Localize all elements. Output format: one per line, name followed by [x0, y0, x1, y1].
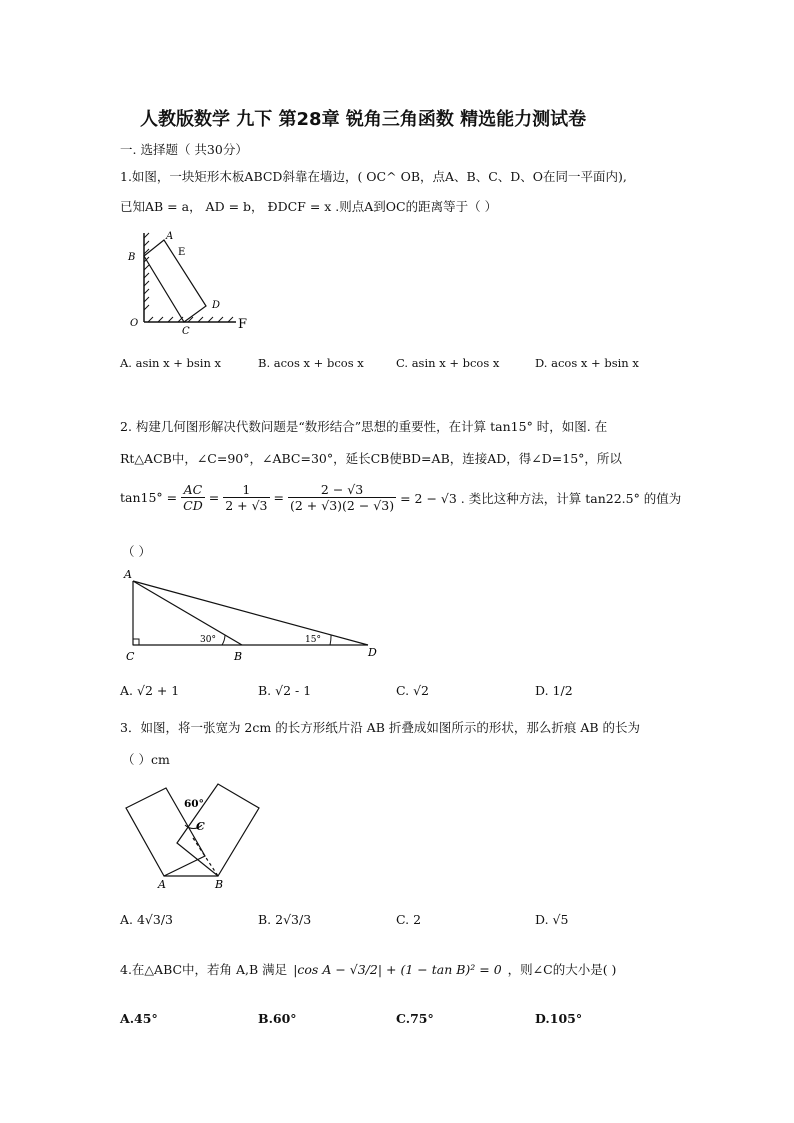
q2-line2: Rt△ACB中，∠C=90°，∠ABC=30°，延长CB使BD=AB，连接AD，得∠D=15°，所以: [120, 451, 622, 466]
q3-label-A: A: [158, 878, 166, 891]
q1-label-C: C: [182, 326, 190, 337]
q1-option-a: A. asin x + bsin x: [120, 356, 222, 370]
q4-suffix: ，则∠C的大小是( ): [507, 962, 617, 977]
q4-prefix: 4.在△ABC中，若角 A,B 满足: [120, 962, 288, 977]
q1-line1: 1.如图，一块矩形木板ABCD斜靠在墙边，( OC^ OB，点A、B、C、D、O在同一平面内),: [120, 169, 627, 184]
q2-f1-den: CD: [183, 498, 203, 513]
q2-angle-30: 30°: [200, 635, 216, 645]
q1-label-F: F: [238, 317, 248, 332]
q2-f2-num: 1: [223, 482, 269, 498]
q1-figure: [118, 228, 258, 338]
q1-label-D: D: [212, 300, 221, 311]
q2-formula: tan15° = $\frac{AC}{CD}$ = $\frac{1}{2 + √3}$ = $\frac{2 - √3}{(2 + √3)(2 - √3)}$ = 2 − √3 . 类比这种方法，计算 tan22.5° 的值为: [120, 482, 682, 513]
q2-f1-num: AC: [181, 482, 205, 498]
section-heading: 一. 选择题（ 共30分）: [120, 142, 248, 157]
q1-label-E: E: [178, 247, 186, 258]
q4-option-c: C.75°: [396, 1011, 434, 1026]
q4-line: [120, 960, 616, 978]
q1-line2: 已知AB = a， AD = b， ÐDCF = x .则点A到OC的距离等于（ ）: [120, 199, 498, 214]
q3-option-c: C. 2: [396, 912, 422, 927]
q3-option-a: A. 4√3/3: [120, 912, 174, 927]
q3-figure: [118, 780, 268, 892]
q4-option-a: A.45°: [120, 1011, 158, 1026]
q3-angle-60: 60°: [184, 798, 204, 810]
q2-angle-15: 15°: [305, 635, 321, 645]
page-title: 人教版数学 九下 第28章 锐角三角函数 精选能力测试卷: [140, 109, 587, 130]
q3-option-b: B. 2√3/3: [258, 912, 312, 927]
q2-option-b: B. √2 - 1: [258, 683, 312, 698]
q2-label-B: B: [234, 650, 243, 663]
q4-expression: |cos A − √3/2| + (1 − tan B)² = 0: [293, 961, 502, 977]
q2-paren: （ ）: [122, 544, 151, 559]
q2-tan-prefix: tan15° =: [120, 490, 178, 505]
q2-label-A: A: [124, 568, 132, 581]
q2-label-D: D: [368, 646, 377, 659]
q3-option-d: D. √5: [535, 912, 569, 927]
q2-f3-num: 2 − √3: [288, 482, 396, 498]
q3-line1: 3．如图，将一张宽为 2cm 的长方形纸片沿 AB 折叠成如图所示的形状，那么折痕 AB 的长为: [120, 720, 641, 735]
q2-figure: [118, 565, 388, 665]
q2-line1: 2. 构建几何图形解决代数问题是“数形结合”思想的重要性，在计算 tan15° 时，如图. 在: [120, 419, 608, 434]
q2-tail: = 2 − √3 . 类比这种方法，计算 tan22.5° 的值为: [400, 490, 682, 506]
q4-option-d: D.105°: [535, 1011, 583, 1026]
q1-option-c: C. asin x + bcos x: [396, 356, 500, 370]
q2-option-a: A. √2 + 1: [120, 683, 180, 698]
q3-label-C: C: [196, 820, 205, 833]
q1-label-A: A: [166, 231, 174, 242]
q3-line2: （ ）cm: [122, 752, 170, 767]
q1-option-b: B. acos x + bcos x: [258, 356, 364, 370]
q1-option-d: D. acos x + bsin x: [535, 356, 639, 370]
q2-label-C: C: [126, 650, 135, 663]
q4-option-b: B.60°: [258, 1011, 297, 1026]
q2-f3-den: (2 + √3)(2 − √3): [290, 498, 395, 513]
q1-label-O: O: [130, 318, 139, 329]
q2-option-d: D. 1/2: [535, 683, 573, 698]
q2-f2-den: 2 + √3: [225, 498, 268, 513]
q2-option-c: C. √2: [396, 683, 429, 698]
q1-label-B: B: [128, 252, 136, 263]
q3-label-B: B: [215, 878, 224, 891]
